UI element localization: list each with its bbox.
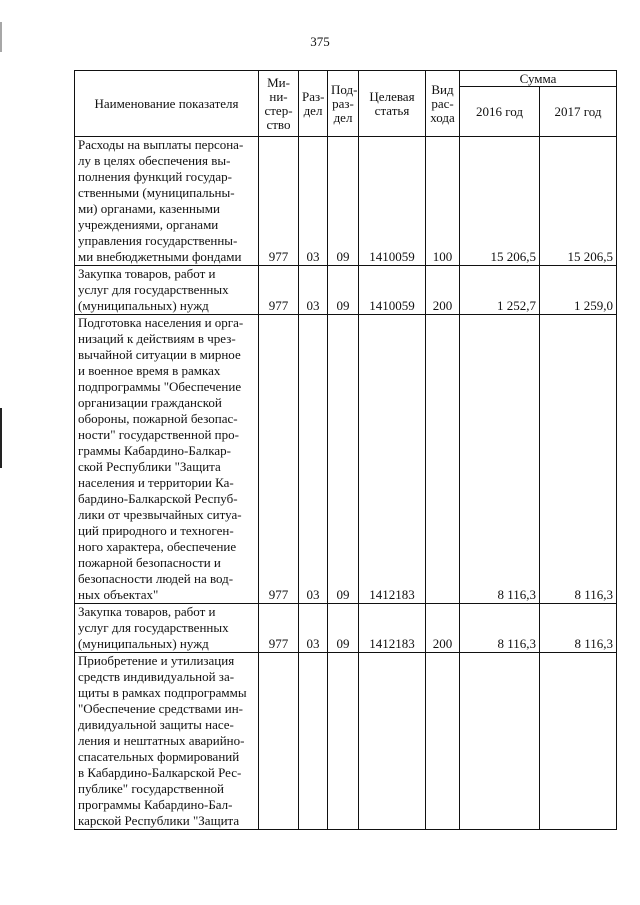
row-sum-2016: 8 116,3: [460, 604, 540, 653]
row-target: 1412183: [359, 315, 426, 604]
row-name: Подготовка населения и орга- низаций к действиям в чрез- вычайной ситуации в мирное и военное время в рамках подпрограммы "Обеспечение организации гражданской обороны, пожарной безопас- ности" государственной про- граммы Кабардино-Балкар- ской Республики "Защита населения и территории Ка- бардино-Балкарской Респуб- лики от чрезвычайных ситуа- ций природного и техноген- ного характера, обеспечение пожарной безопасности и безопасности людей на вод- ных объектах": [78, 315, 244, 602]
row-ministry: [259, 653, 299, 830]
header-sum: Сумма: [460, 71, 617, 87]
header-year-2016: 2016 год: [460, 87, 540, 137]
row-name: Закупка товаров, работ и услуг для государственных (муниципальных) нужд: [78, 604, 229, 651]
row-expense-type: 100: [426, 137, 460, 266]
row-section: [299, 653, 328, 830]
row-subsection: 09: [328, 315, 359, 604]
row-sum-2017: 8 116,3: [540, 315, 617, 604]
row-expense-type: [426, 653, 460, 830]
row-target: 1412183: [359, 604, 426, 653]
row-subsection: 09: [328, 266, 359, 315]
scan-edge-mark: [0, 22, 2, 52]
header-name: Наименование показателя: [75, 71, 259, 137]
table-row: [75, 604, 617, 653]
row-expense-type: [426, 315, 460, 604]
row-sum-2016: 8 116,3: [460, 315, 540, 604]
row-section: 03: [299, 315, 328, 604]
row-sum-2017: [540, 653, 617, 830]
page-number: 375: [310, 34, 330, 49]
table-row: [75, 653, 617, 830]
header-year-2017: 2017 год: [540, 87, 617, 137]
row-subsection: 09: [328, 604, 359, 653]
row-ministry: 977: [259, 137, 299, 266]
row-target: [359, 653, 426, 830]
row-ministry: 977: [259, 315, 299, 604]
header-target: Целевая статья: [359, 71, 426, 137]
table-row: [75, 137, 617, 266]
row-sum-2016: 1 252,7: [460, 266, 540, 315]
row-sum-2016: [460, 653, 540, 830]
row-expense-type: 200: [426, 266, 460, 315]
table-row: [75, 266, 617, 315]
row-sum-2017: 1 259,0: [540, 266, 617, 315]
budget-table: [74, 70, 617, 830]
row-sum-2017: 15 206,5: [540, 137, 617, 266]
row-subsection: 09: [328, 137, 359, 266]
row-expense-type: 200: [426, 604, 460, 653]
row-name: Расходы на выплаты персона- лу в целях обеспечения вы- полнения функций государ- ственными (муниципальны- ми) органами, казенными учреждениями, органами управления государственны- ми внебюджетными фондами: [78, 137, 244, 264]
scan-edge-mark: [0, 408, 2, 468]
row-section: 03: [299, 604, 328, 653]
row-ministry: 977: [259, 604, 299, 653]
row-ministry: 977: [259, 266, 299, 315]
header-ministry: Ми- ни- стер- ство: [259, 71, 299, 137]
row-sum-2016: 15 206,5: [460, 137, 540, 266]
row-target: 1410059: [359, 137, 426, 266]
row-name: Закупка товаров, работ и услуг для государственных (муниципальных) нужд: [78, 266, 229, 313]
row-subsection: [328, 653, 359, 830]
header-expense-type: Вид рас- хода: [426, 71, 460, 137]
row-name: Приобретение и утилизация средств индивидуальной за- щиты в рамках подпрограммы "Обеспечение средствами ин- дивидуальной защиты насе- ления и нештатных аварийно- спасательных формирований в Кабардино-Балкарской Рес- публике" государственной программы Кабардино-Бал- карской Республики "Защита: [78, 653, 247, 828]
row-target: 1410059: [359, 266, 426, 315]
header-section: Раз- дел: [299, 71, 328, 137]
row-section: 03: [299, 266, 328, 315]
row-section: 03: [299, 137, 328, 266]
table-row: [75, 315, 617, 604]
row-sum-2017: 8 116,3: [540, 604, 617, 653]
header-subsection: Под- раз- дел: [328, 71, 359, 137]
